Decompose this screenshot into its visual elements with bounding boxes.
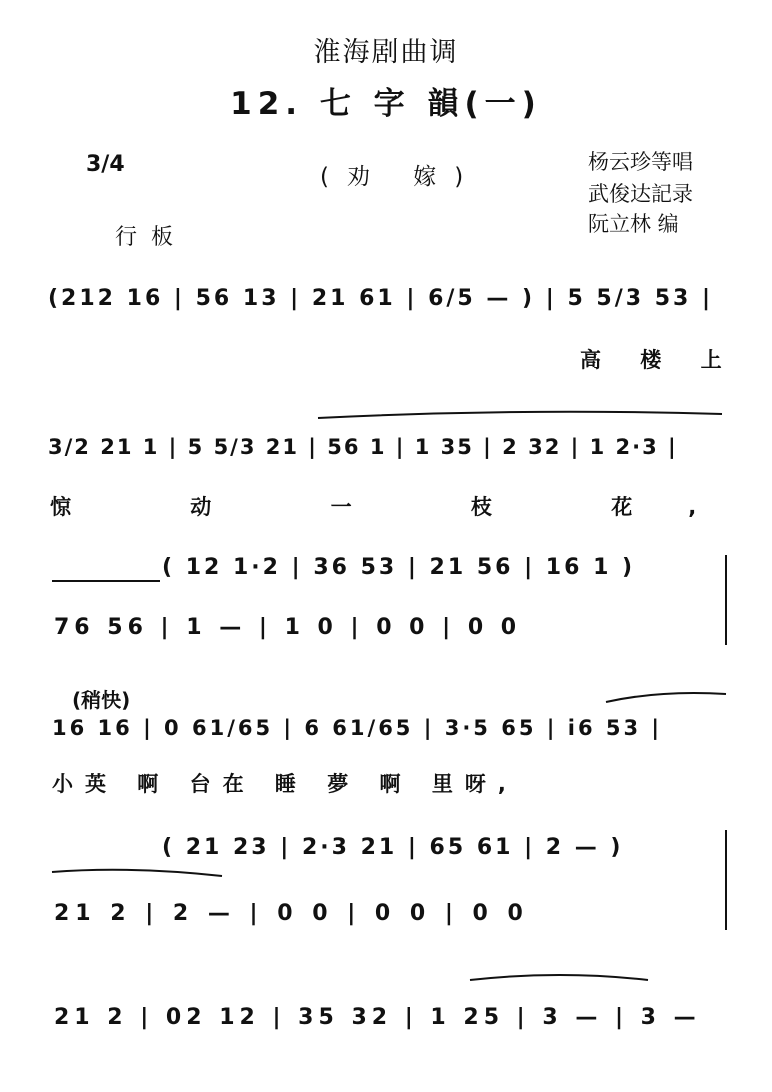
genre-heading: 淮海剧曲调 [313, 37, 459, 68]
credit-singer: 杨云珍等唱 [588, 150, 693, 174]
accompaniment-line-5: ( 21 23 | 2·3 21 | 65 61 | 2 — ) [162, 835, 624, 860]
notation-line-5: 21 2 | 2 — | 0 0 | 0 0 | 0 0 [54, 901, 529, 926]
piece-subtitle: (劝 嫁) [320, 164, 482, 190]
tempo-change-marking: (稍快) [72, 688, 131, 712]
staff-rule-5 [52, 870, 222, 876]
slur-line-4 [606, 693, 726, 702]
lyrics-line-4: 小英 啊 台在 睡 夢 啊 里呀, [52, 772, 518, 796]
notation-line-3: 76 56 | 1 — | 1 0 | 0 0 | 0 0 [54, 615, 522, 640]
credit-recorder: 武俊达記录 [588, 182, 693, 206]
accompaniment-line-3: ( 12 1·2 | 36 53 | 21 56 | 16 1 ) [162, 555, 636, 580]
notation-line-2: 3/2 21 1 | 5 5/3 21 | 56 1 | 1 35 | 2 32 | 1 2·3 | [48, 435, 678, 459]
credit-arranger: 阮立林 编 [588, 212, 679, 236]
slur-line-2 [318, 412, 722, 418]
notation-line-1: (212 16 | 56 13 | 21 61 | 6/5 — ) | 5 5/3 53 | [48, 286, 714, 311]
lyrics-line-2: 惊 动 一 枝 花, [50, 495, 753, 519]
time-signature: 3/4 [86, 152, 125, 177]
notation-line-6: 21 2 | 02 12 | 35 32 | 1 25 | 3 — | 3 — [54, 1005, 701, 1030]
tempo-marking: 行板 [115, 225, 188, 250]
notation-line-4: 16 16 | 0 61/65 | 6 61/65 | 3·5 65 | i6 53 | [52, 716, 663, 740]
piece-title: 12. 七 字 韻(一) [230, 86, 542, 122]
slur-line-6 [470, 975, 648, 980]
lyrics-line-1: 高 楼 上 [580, 348, 738, 372]
